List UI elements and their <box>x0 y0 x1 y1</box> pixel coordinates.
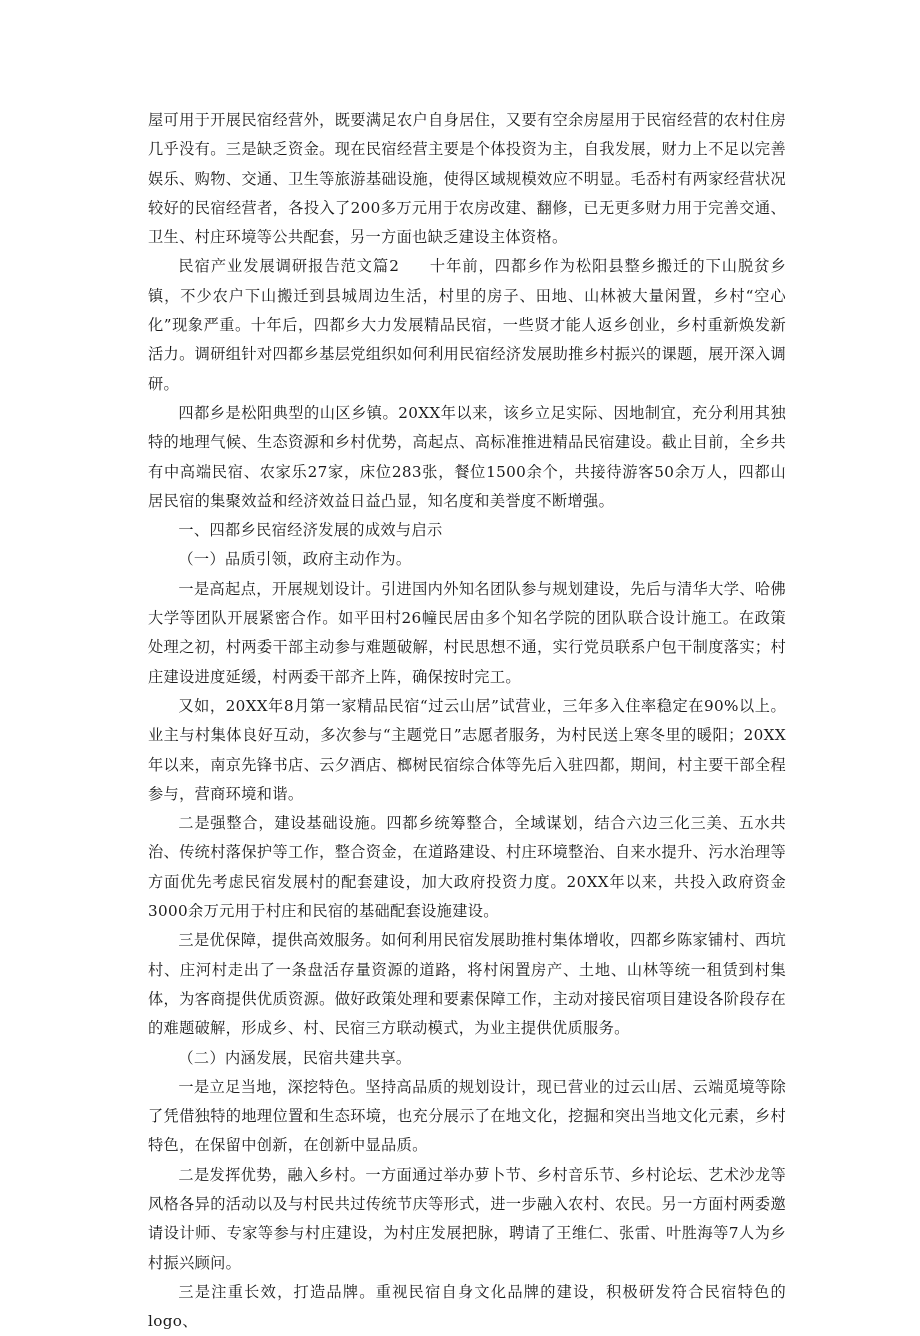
paragraph-3: 四都乡是松阳典型的山区乡镇。20XX年以来，该乡立足实际、因地制宜，充分利用其独特的地理气候、生态资源和乡村优势，高起点、高标准推进精品民宿建设。截止目前，全乡共有中高端民宿、农家乐27家，床位283张，餐位1500余个，共接待游客50余万人，四都山居民宿的集聚效益和经济效益日益凸显，知名度和美誉度不断增强。 <box>148 403 786 510</box>
paragraph-7: 三是优保障，提供高效服务。如何利用民宿发展助推村集体增收，四都乡陈家铺村、西坑村、庄河村走出了一条盘活存量资源的道路，将村闲置房产、土地、山林等统一租赁到村集体，为客商提供优质资源。做好政策处理和要素保障工作，主动对接民宿项目建设各阶段存在的难题破解，形成乡、村、民宿三方联动模式，为业主提供优质服务。 <box>148 931 786 1038</box>
paragraph-5: 又如，20XX年8月第一家精品民宿“过云山居”试营业，三年多入住率稳定在90%以上。业主与村集体良好互动，多次参与“主题党日”志愿者服务，为村民送上寒冬里的暖阳；20XX年以来，南京先锋书店、云夕酒店、榔树民宿综合体等先后入驻四都，期间，村主要干部全程参与，营商环境和谐。 <box>148 696 786 803</box>
paragraph-6: 二是强整合，建设基础设施。四都乡统筹整合，全域谋划，结合六边三化三美、五水共治、传统村落保护等工作，整合资金，在道路建设、村庄环境整治、自来水提升、污水治理等方面优先考虑民宿发展村的配套建设，加大政府投资力度。20XX年以来，共投入政府资金3000余万元用于村庄和民宿的基础配套设施建设。 <box>148 814 786 921</box>
subsection-heading-1: （一）品质引领，政府主动作为。 <box>178 550 412 569</box>
paragraph-10: 三是注重长效，打造品牌。重视民宿自身文化品牌的建设，积极研发符合民宿特色的logo、 <box>148 1282 786 1331</box>
paragraph-8: 一是立足当地，深挖特色。坚持高品质的规划设计，现已营业的过云山居、云端觅境等除了凭借独特的地理位置和生态环境，也充分展示了在地文化，挖掘和突出当地文化元素，乡村特色，在保留中创新，在创新中显品质。 <box>148 1077 786 1155</box>
section-heading-1: 一、四都乡民宿经济发展的成效与启示 <box>178 521 443 540</box>
document-body <box>148 106 786 1336</box>
paragraph-9: 二是发挥优势，融入乡村。一方面通过举办萝卜节、乡村音乐节、乡村论坛、艺术沙龙等风格各异的活动以及与村民共过传统节庆等形式，进一步融入农村、农民。另一方面村两委邀请设计师、专家等参与村庄建设，为村庄发展把脉，聘请了王维仁、张雷、叶胜海等7人为乡村振兴顾问。 <box>148 1165 786 1272</box>
subsection-heading-2: （二）内涵发展，民宿共建共享。 <box>178 1048 412 1067</box>
paragraph-4: 一是高起点，开展规划设计。引进国内外知名团队参与规划建设，先后与清华大学、哈佛大学等团队开展紧密合作。如平田村26幢民居由多个知名学院的团队联合设计施工。在政策处理之初，村两委干部主动参与难题破解，村民思想不通，实行党员联系户包干制度落实；村庄建设进度延缓，村两委干部齐上阵，确保按时完工。 <box>148 579 786 686</box>
article-title: 民宿产业发展调研报告范文篇2 <box>178 257 400 276</box>
paragraph-2 <box>148 252 786 398</box>
paragraph-1: 屋可用于开展民宿经营外，既要满足农户自身居住，又要有空余房屋用于民宿经营的农村住房几乎没有。三是缺乏资金。现在民宿经营主要是个体投资为主，自我发展，财力上不足以完善娱乐、购物、交通、卫生等旅游基础设施，使得区域规模效应不明显。毛岙村有两家经营状况较好的民宿经营者，各投入了200多万元用于农房改建、翻修，已无更多财力用于完善交通、卫生、村庄环境等公共配套，另一方面也缺乏建设主体资格。 <box>148 111 786 247</box>
paragraph-2-text: 十年前，四都乡作为松阳县整乡搬迁的下山脱贫乡镇，不少农户下山搬迁到县城周边生活，村里的房子、田地、山林被大量闲置，乡村“空心化”现象严重。十年后，四都乡大力发展精品民宿，一些贤才能人返乡创业，乡村重新焕发新活力。调研组针对四都乡基层党组织如何利用民宿经济发展助推乡村振兴的课题，展开深入调研。 <box>148 257 786 393</box>
